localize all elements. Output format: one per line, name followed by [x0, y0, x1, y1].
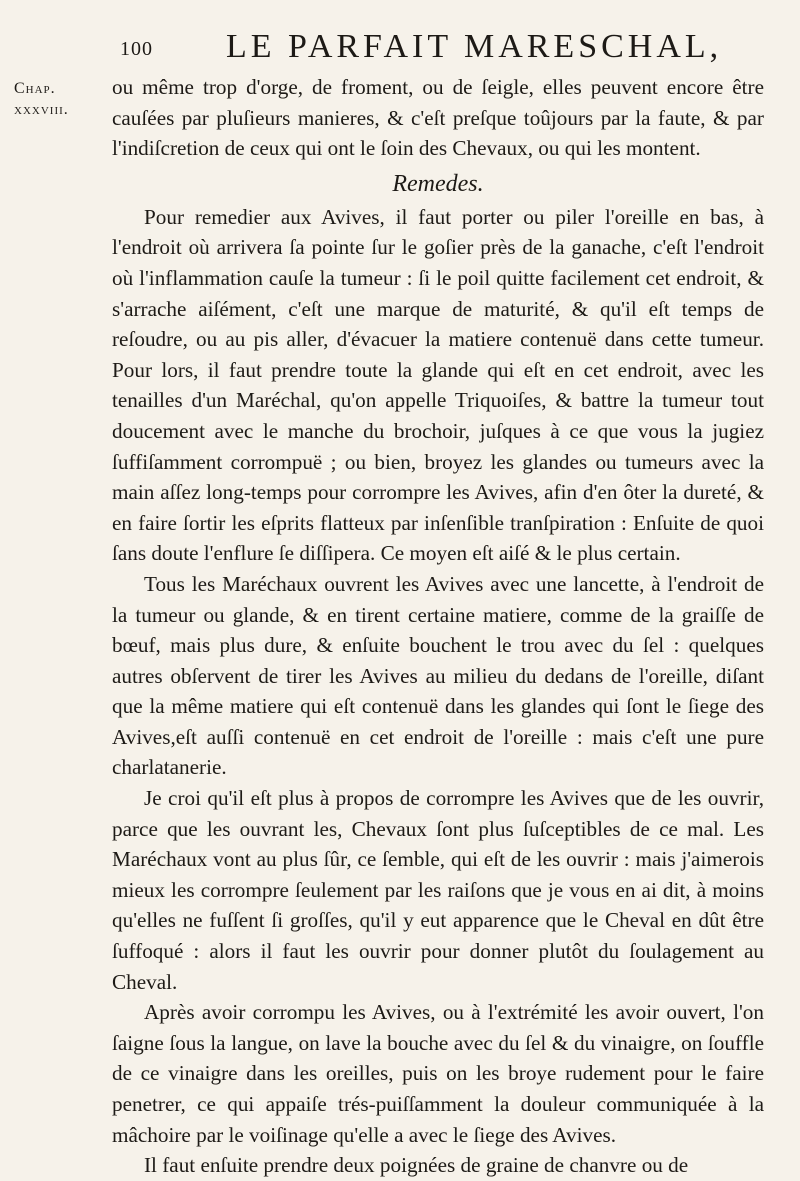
paragraph: Après avoir corrompu les Avives, ou à l'extrémité les avoir ouvert, l'on ſaigne ſous la langue, on lave la bouche avec du ſel & du vinaigre, on ſouffle de ce vinaigre dans les oreilles, puis on les broye rudement pour le faire penetrer, ce qui appaiſe trés-puiſſamment la douleur communiquée à la mâchoire par le voiſinage qu'elle a avec le ſiege des Avives. [112, 1000, 764, 1147]
paragraph: Pour remedier aux Avives, il faut porter ou piler l'oreille en bas, à l'endroit où arrivera ſa pointe ſur le goſier près de la ganache, c'eſt l'endroit où l'inflammation cauſe la tumeur : ſi le poil quitte facilement cet endroit, & s'arrache aiſément, c'eſt une marque de maturité, & qu'il eſt temps de reſoudre, ou au pis aller, d'évacuer la matiere contenuë dans cette tumeur. Pour lors, il faut prendre toute la glande qui eſt en cet endroit, avec les tenailles d'un Maréchal, qu'on appelle Triquoiſes, & battre la tumeur tout doucement avec le manche du brochoir, juſques à ce que vous la jugiez ſuffiſamment corrompuë ; ou bien, broyez les glandes ou tumeurs avec la main aſſez long-temps pour corrompre les Avives, afin d'en ôter la dureté, & en faire ſortir les eſprits flatteux par inſenſible tranſpiration : Enſuite de quoi ſans doute l'enflure ſe diſſipera. Ce moyen eſt aiſé & le plus certain. [112, 204, 764, 566]
chapter-margin-note [14, 78, 106, 120]
chapter-label: Chap. [14, 80, 56, 97]
paragraph: Je croi qu'il eſt plus à propos de corrompre les Avives que de les ouvrir, parce que les ouvrant les, Chevaux ſont plus ſuſceptibles de ce mal. Les Maréchaux vont au plus ſûr, ce ſemble, qui eſt de les ouvrir : mais j'aimerois mieux les corrompre ſeulement par les raiſons que je vous en ai dit, à moins qu'elles ne fuſſent ſi groſſes, qu'il y eut apparence que le Cheval en dût être ſuffoqué : alors il faut les ouvrir pour donner plutôt du ſoulagement au Cheval. [112, 786, 764, 994]
paragraph-continuation: ou même trop d'orge, de froment, ou de ſeigle, elles peuvent encore être cauſées par pluſieurs manieres, & c'eſt preſque toûjours par la faute, & par l'indiſcretion de ceux qui ont le ſoin des Chevaux, ou qui les montent. [112, 75, 764, 161]
book-title: LE PARFAIT MARESCHAL, [226, 28, 723, 65]
page-number: 100 [120, 38, 153, 60]
paragraph: Il faut enſuite prendre deux poignées de graine de chanvre ou de [144, 1153, 689, 1178]
section-heading: Remedes. [392, 170, 484, 197]
chapter-number: xxxviii. [14, 101, 69, 118]
paragraph: Tous les Maréchaux ouvrent les Avives avec une lancette, à l'endroit de la tumeur ou glande, & en tirent certaine matiere, comme de la graiſſe de bœuf, mais plus dure, & enſuite bouchent le trou avec du ſel : quelques autres obſervent de tirer les Avives au milieu du dedans de l'oreille, diſant que la même matiere qui eſt contenuë dans les glandes qui ſont le ſiege des Avives,eſt auſſi contenuë en cet endroit de l'oreille : mais c'eſt une pure charlatanerie. [112, 571, 764, 780]
body-text [112, 72, 764, 1181]
running-head [120, 28, 760, 68]
